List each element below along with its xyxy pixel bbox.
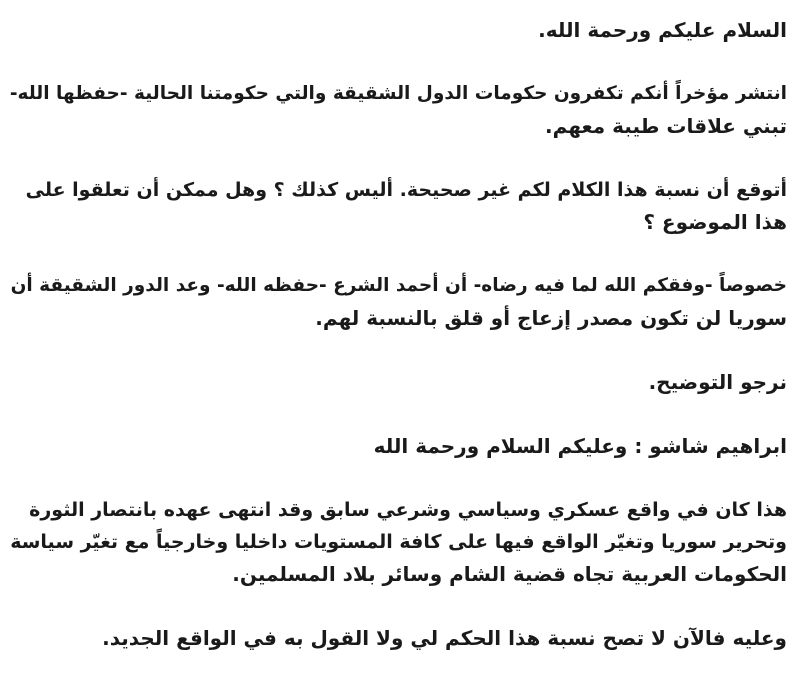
text-line: سوريا لن تكون مصدر إزعاج أو قلق بالنسبة لهم. [315,306,787,330]
text-line: هذا الموضوع ؟ [643,210,787,234]
text-line: انتشر مؤخراً أنكم تكفرون حكومات الدول الشقيقة والتي حكومتنا الحالية -حفظها الله- [9,83,787,104]
question-paragraph-2 [10,174,787,238]
text-line: تبني علاقات طيبة معهم. [545,114,787,138]
text-line: الحكومات العربية تجاه قضية الشام وسائر بلاد المسلمين. [232,562,787,586]
text-line: خصوصاً -وفقكم الله لما فيه رضاه- أن أحمد الشرع -حفظه الله- وعد الدور الشقيقة أن [10,275,787,296]
text-line: ابراهيم شاشو : وعليكم السلام ورحمة الله [373,434,787,458]
answer-paragraph-1 [10,494,787,590]
answer-paragraph-2 [10,622,787,654]
answer-heading [10,430,787,462]
text-line: وعليه فالآن لا تصح نسبة هذا الحكم لي ولا القول به في الواقع الجديد. [102,626,787,650]
text-line: هذا كان في واقع عسكري وسياسي وشرعي سابق وقد انتهى عهده بانتصار الثورة [29,499,787,521]
text-line: السلام عليكم ورحمة الله. [538,18,787,42]
text-line: أتوقع أن نسبة هذا الكلام لكم غير صحيحة. أليس كذلك ؟ وهل ممكن أن تعلقوا على [25,179,787,201]
greeting-paragraph [10,14,787,46]
question-paragraph-1 [10,78,787,142]
request-paragraph [10,366,787,398]
text-line: وتحرير سوريا وتغيّر الواقع فيها على كافة المستويات داخليا وخارجياً مع تغيّر سياسة [10,531,787,553]
question-paragraph-3 [10,270,787,334]
text-line: نرجو التوضيح. [648,370,787,394]
